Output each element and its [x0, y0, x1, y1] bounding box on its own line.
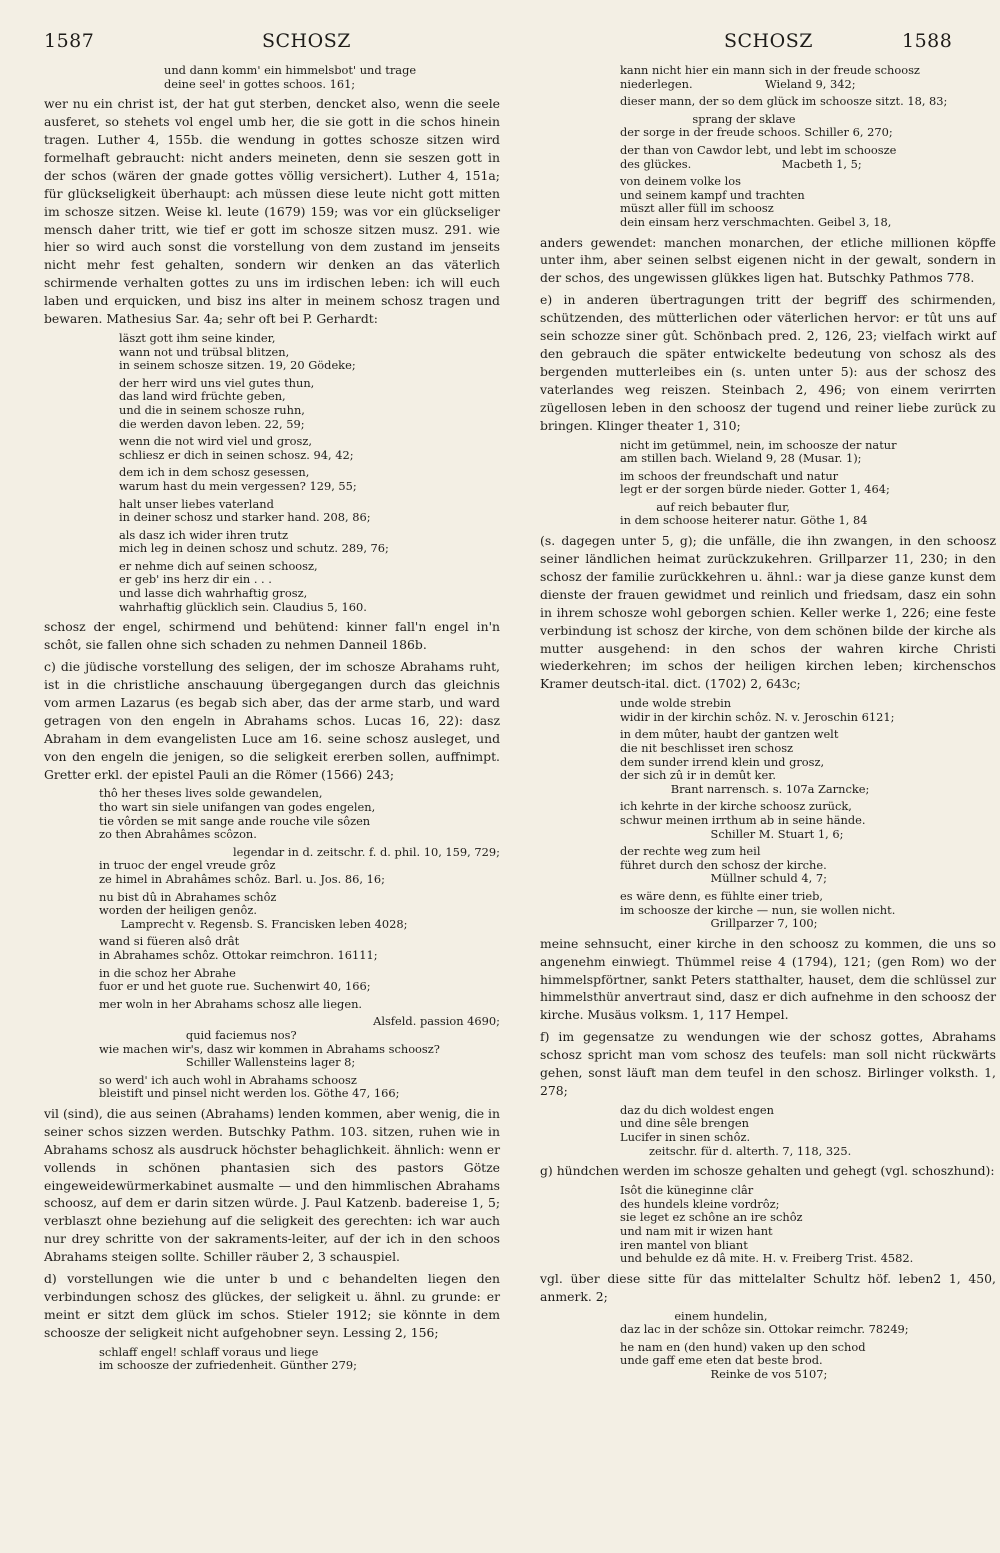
entry-paragraph: g) hündchen werden im schosze gehalten und gehegt (vgl. schoszhund):: [540, 1163, 995, 1179]
verse-quote: halt unser liebes vaterland in deiner schosz und starker hand. 208, 86;: [119, 496, 371, 525]
entry-paragraph: vil (sind), die aus seinen (Abrahams) lenden kommen, aber wenig, die in seiner schos sizzen werden. Butschky Pathm. 103. sitzen, ruhen wie in Abrahams schosz als ausdruck höchster behaglichkeit. ähnlich: wenn er vollends in schönen phantasien sich des pastors Götze eingeweidewürmerkabinet ausmalte — und den himmlischen Abrahams schoosz, auf dem er darin sitzen würde. J. Paul Katzenb. badereise 1, 5; verblaszt ohne beziehung auf die seligkeit des gerechten: ich war auch nur drey schritte von der sakraments-leiter, auf der ich in den schoos Abrahams steigen sollte. Schiller räuber 2, 3 schauspiel.: [44, 1105, 500, 1265]
left-column: [44, 64, 500, 1377]
verse-quote: der than von Cawdor lebt, und lebt im schoosze des glückes. Macbeth 1, 5;: [620, 142, 897, 171]
entry-paragraph: anders gewendet: manchen monarchen, der etliche millionen köpffe unter ihm, aber seinen selbst eigenen nicht in der gewalt, sondern in der schos, des ungewissen glükkes ligen hat. Butschky Pathmos 778.: [540, 234, 996, 286]
citation: legendar in d. zeitschr. f. d. phil. 10, 159, 729;: [232, 844, 500, 859]
entry-paragraph: vgl. über diese sitte für das mittelalter Schultz höf. leben2 1, 450, anmerk. 2;: [540, 1270, 996, 1304]
entry-paragraph: d) vorstellungen wie die unter b und c behandelten liegen den verbindungen schosz des glückes, der seligkeit u. ähnl. zu grunde: er meint er sitzt dem glück im schos. Stieler 1912; sie könnte in dem schoosze der seligkeit nicht aufgehobner seyn. Lessing 2, 156;: [44, 1271, 500, 1340]
verse-quote: dem ich in dem schosz gesessen, warum hast du mein vergessen? 129, 55;: [119, 465, 357, 493]
verse-quote: einem hundelin, daz lac in der schôze sin. Ottokar reimchr. 78249;: [620, 1308, 909, 1337]
verse-quote: der rechte weg zum heil führet durch den schosz der kirche. Müllner schuld 4, 7;: [620, 844, 827, 886]
entry-paragraph: schosz der engel, schirmend und behütend: kinner fall'n engel in'n schôt, sie fallen ohne sich schaden zu nehmen Danneil 186b.: [44, 619, 500, 653]
verse-quote: in truoc der engel vreude grôz ze himel in Abrahâmes schôz. Barl. u. Jos. 86, 16;: [99, 858, 385, 886]
entry-paragraph: meine sehnsucht, einer kirche in den schoosz zu kommen, die uns so angenehm einwiegt. Thümmel reise 4 (1794), 121; (gen Rom) wo der himmelspförtner, sankt Peters statthalter, hauset, dem die schlüssel zur himmelsthür anvertraut sind, dasz er dich aufnehme in den schoosz der kirche. Musäus volksm. 1, 117 Hempel.: [540, 935, 996, 1023]
verse-quote: läszt gott ihm seine kinder, wann not und trübsal blitzen, in seinem schosze sitzen. 19, 20 Gödeke;: [119, 330, 356, 373]
verse-quote: wand si füeren alsô drât in Abrahames schôz. Ottokar reimchron. 16111;: [99, 934, 378, 962]
verse-quote: im schoos der freundschaft und natur legt er der sorgen bürde nieder. Gotter 1, 464;: [620, 468, 890, 497]
verse-quote: es wäre denn, es fühlte einer trieb, im schoosze der kirche — nun, sie wollen nicht. Grillparzer 7, 100;: [620, 888, 896, 931]
verse-quote: sprang der sklave der sorge in der freude schoos. Schiller 6, 270;: [620, 111, 893, 140]
right-column: [540, 64, 996, 1386]
right-page-number: 1588: [902, 30, 953, 52]
verse-quote: so werd' ich auch wohl in Abrahams schoosz bleistift und pinsel nicht werden los. Göthe 47, 166;: [99, 1072, 400, 1101]
verse-quote: und dann komm' ein himmelsbot' und trage deine seel' in gottes schoos. 161;: [164, 63, 417, 91]
entry-paragraph: wer nu ein christ ist, der hat gut sterben, dencket also, wenn die seele ausferet, so stehets vol engel umb her, die sie gott in die schos hinein tragen. Luther 4, 155b. die wendung in gottes schosze sitzen wird formelhaft gebraucht: nicht anders meineten, denn sie seszen gott in der schos (wären der gnade gottes völlig versichert). Luther 4, 151a; für glückseligkeit überhaupt: ach müssen diese leute nicht gott mitten im schosze sitzen. Weise kl. leute (1679) 159; was vor ein glückseliger mensch daher tritt, wie tief er gott im schosze sitzen musz. 291. wie hier so wird auch sonst die vorstellung von dem zustand im jenseits nicht mehr fest gehalten, sondern wir denken an das väterlich schirmende verhalten gottes zu uns im irdischen leben: ich will euch laben und erquicken, und bisz ins alter in meinem schosz tragen und bewaren. Mathesius Sar. 4a; sehr oft bei P. Gerhardt:: [44, 96, 500, 327]
entry-paragraph: c) die jüdische vorstellung des seligen, der im schosze Abrahams ruht, ist in die christliche anschauung übergegangen durch das gleichnis vom armen Lazarus (es begab sich aber, das der arme starb, und ward getragen von den engeln in Abrahams schos. Lucas 16, 22): dasz Abraham in dem evangelisten Luce am 16. seine schosz ausleget, und von den engeln die jenigen, so die seligkeit ererben sollen, auffnimpt. Gretter erkl. der epistel Pauli an die Römer (1566) 243;: [44, 659, 500, 782]
verse-quote: der herr wird uns viel gutes thun, das land wird früchte geben, und die in seinem schosze ruhn, die werden davon leben. 22, 59;: [119, 375, 315, 431]
verse-quote: Isôt die küneginne clâr des hundels kleine vordrôz; sie leget ez schône an ire schôz und nam mit ir wizen hant iren mantel von bliant und behulde ez dâ mite. H. v. Freiberg Trist. 4582.: [620, 1183, 914, 1266]
verse-quote: thô her theses lives solde gewandelen, tho wart sin siele unifangen van godes engelen, tie vôrden se mit sange ande rouche vile sôzen zo then Abrahâmes scôzon.: [99, 786, 376, 842]
left-page-number: 1587: [44, 30, 95, 52]
verse-quote: er nehme dich auf seinen schoosz, er geb' ins herz dir ein . . . und lasse dich wahrhaftig grosz, wahrhaftig glücklich sein. Claudius 5, 160.: [119, 558, 367, 614]
verse-quote: mer woln in her Abrahams schosz alle liegen.: [99, 996, 363, 1011]
verse-quote: auf reich bebauter flur, in dem schoose heiterer natur. Göthe 1, 84: [620, 499, 868, 528]
verse-quote: als dasz ich wider ihren trutz mich leg in deinen schosz und schutz. 289, 76;: [119, 527, 389, 556]
left-running-head: SCHOSZ: [262, 30, 351, 52]
verse-quote: von deinem volke los und seinem kampf und trachten müszt aller füll im schoosz dein einsam herz verschmachten. Geibel 3, 18,: [620, 174, 892, 229]
verse-quote: in dem mûter, haubt der gantzen welt die nit beschlisset iren schosz dem sunder irrend klein und grosz, der sich zû ir in demût ker. Brant narrensch. s. 107a Zarncke;: [620, 727, 870, 796]
verse-quote: unde wolde strebin widir in der kirchin schôz. N. v. Jeroschin 6121;: [620, 696, 895, 724]
citation: Alsfeld. passion 4690;: [373, 1014, 500, 1029]
verse-quote: wenn die not wird viel und grosz, schliesz er dich in seinen schosz. 94, 42;: [119, 434, 354, 462]
entry-paragraph: e) in anderen übertragungen tritt der begriff des schirmenden, schützenden, des mütterlichen oder väterlichen hervor: er tût uns auf sein schozze siner gût. Schönbach pred. 2, 126, 23; vielfach wirkt auf den gebrauch die später entwickelte bedeutung von schosz als des bergenden mutterleibes ein (s. unten unter 5): aus der schosz des vaterlandes weg reiszen. Steinbach 2, 496; von einem verirrten zügellosen leben in den schoosz der tugend und reiner liebe zurück zu bringen. Klinger theater 1, 310;: [540, 292, 996, 433]
verse-quote: schlaff engel! schlaff voraus und liege im schoosze der zufriedenheit. Günther 279;: [99, 1344, 358, 1373]
right-running-head: SCHOSZ: [724, 30, 813, 52]
verse-quote: nu bist dû in Abrahames schôz worden der heiligen genôz. Lamprecht v. Regensb. S. Francisken leben 4028;: [99, 889, 408, 931]
verse-quote: ich kehrte in der kirche schoosz zurück, schwur meinen irrthum ab in seine hände. Schiller M. Stuart 1, 6;: [620, 799, 866, 841]
entry-paragraph: (s. dagegen unter 5, g); die unfälle, die ihn zwangen, in den schoosz seiner ländlichen heimat zurückzukehren. Grillparzer 11, 230; in den schosz der familie zurückkehren u. ähnl.: war ja diese ganze kunst dem dienste der frauen gewidmet und reinlich und friedsam, dasz ein sohn in ihrem schosze wohl geborgen schien. Keller werke 1, 226; eine feste verbindung ist schosz der kirche, von dem schönen bilde der kirche als mutter ausgehend: in den schos der wahren kirche Christi wiederkehren; im schos der heiligen kirchen leben; kirchenschos Kramer deutsch-ital. dict. (1702) 2, 643c;: [540, 533, 996, 692]
verse-quote: in die schoz her Abrahe fuor er und het guote rue. Suchenwirt 40, 166;: [99, 965, 371, 994]
verse-quote: dieser mann, der so dem glück im schoosze sitzt. 18, 83;: [620, 94, 948, 109]
verse-quote: kann nicht hier ein mann sich in der freude schoosz niederlegen. Wieland 9, 342;: [620, 63, 920, 91]
verse-quote: nicht im getümmel, nein, im schoosze der natur am stillen bach. Wieland 9, 28 (Musar. 1);: [620, 437, 897, 466]
verse-quote: daz du dich woldest engen und dine sêle brengen Lucifer in sinen schôz. zeitschr. für d. alterth. 7, 118, 325.: [620, 1102, 852, 1158]
verse-quote: quid faciemus nos? wie machen wir's, dasz wir kommen in Abrahams schoosz? Schiller Wallensteins lager 8;: [99, 1027, 440, 1070]
entry-paragraph: f) im gegensatze zu wendungen wie der schosz gottes, Abrahams schosz spricht man vom schosz des teufels: man soll nicht rückwärts gehen, sonst läuft man dem teufel in den schosz. Birlinger volksth. 1, 278;: [540, 1029, 996, 1098]
verse-quote: he nam en (den hund) vaken up den schod unde gaff eme eten dat beste brod. Reinke de vos 5107;: [620, 1339, 866, 1381]
